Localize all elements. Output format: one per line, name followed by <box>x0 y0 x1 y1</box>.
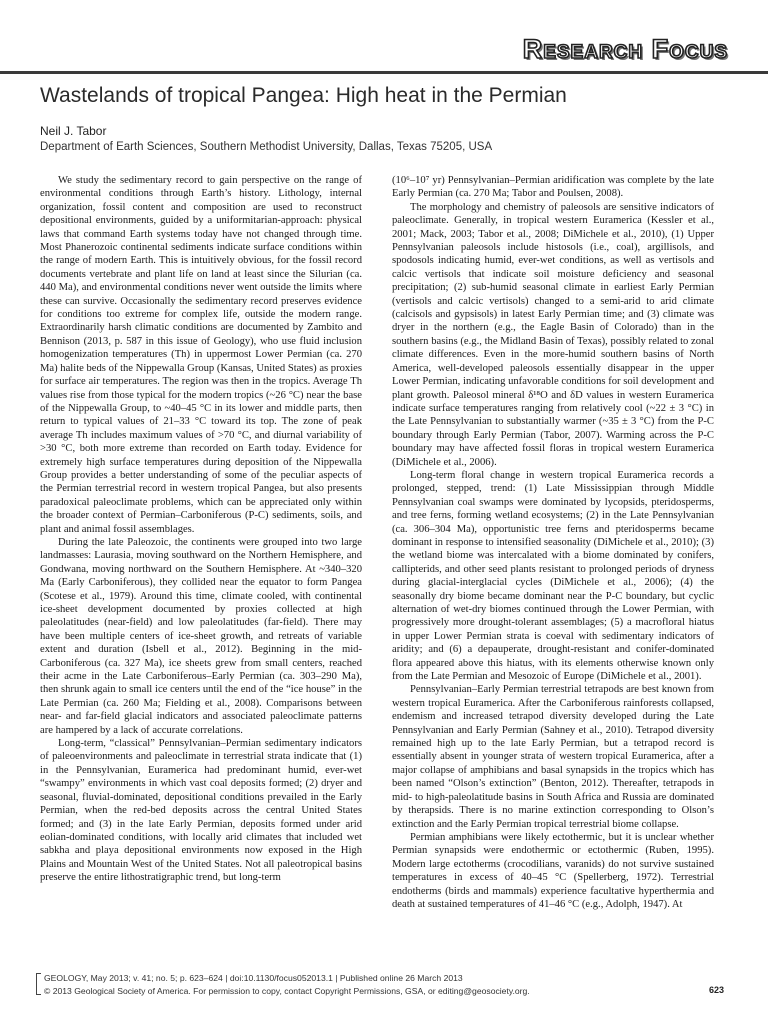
footer-bracket <box>36 973 41 995</box>
author-name: Neil J. Tabor <box>40 124 107 138</box>
footer-citation: GEOLOGY, May 2013; v. 41; no. 5; p. 623–624 | doi:10.1130/focus052013.1 | Published online 26 March 2013 <box>44 973 463 983</box>
header-rule <box>0 71 768 74</box>
section-banner: Research Focus <box>522 34 728 64</box>
paragraph: Long-term, “classical” Pennsylvanian–Permian sedimentary indicators of paleoenvironments and paleoclimate in terrestrial strata indicate that (1) in the Pennsylvanian, Euramerica had predominant humid, ever-wet “swampy” environments in which vast coal deposits formed; (2) dryer and seasonal, fluvial-dominated, depositional conditions prevailed in the Early Permian, when the red-bed deposits across the central United States formed; and (3) in the late Early Permian, deposits formed under arid eolian-dominated conditions, with locally arid climates that included wet sabkha and playa depositional environments now exposed in the High Plains and Mountain West of the United States. Not all paleotropical basins preserve the entire lithostratigraphic trend, but long-term <box>40 738 362 884</box>
author-affiliation: Department of Earth Sciences, Southern Methodist University, Dallas, Texas 75205, USA <box>40 141 493 153</box>
paragraph: Permian amphibians were likely ectothermic, but it is unclear whether Permian synapsids were endothermic or ectothermic (Ruben, 1995). Modern large ectotherms (crocodilians, varanids) do not survive sustained temperatures in excess of 40–45 °C (Spellerberg, 1972). Terrestrial endotherms (birds and mammals) experience facultative hyperthermia and death at sustained temperatures of 41–46 °C (e.g., Adolph, 1947). At <box>392 831 714 910</box>
paragraph: Pennsylvanian–Early Permian terrestrial tetrapods are best known from western tropical Euramerica. After the Carboniferous rainforests collapsed, endemism and increased tetrapod diversity developed during the Late Pennsylvanian and Early Permian (Sahney et al., 2010). Tetrapod diversity remained high up to the late Early Permian, but a tetrapod record is essentially absent in younger strata of western tropical Euramerica, after a major collapse of amphibians and basal synapsids in the tropics which has been named “Olson’s extinction” (Benton, 2012). Thereafter, tetrapods in mid- to high-paleolatitude basins in South Africa and Russia are dominated by therapsids. There is no marine extinction corresponding to Olson’s extinction and the Early Permian tropical terrestrial biome collapse. <box>392 684 714 830</box>
paragraph: Long-term floral change in western tropical Euramerica records a prolonged, stepped, trend: (1) Late Mississippian through Middle Pennsylvanian coal swamps were dominated by lycopsids, pteridosperms, and tree ferns, forming wetland ecosystems; (2) in the Late Pennsylvanian (ca. 306–304 Ma), opportunistic tree ferns and pteridosperms became dominant in response to intensified seasonality (DiMichele et al., 2010); (3) the wetland biome was intercalated with a biome dominated by conifers, callipterids, and other seed plants resistant to prolonged periods of dryness during glacial-interglacial cycles (DiMichele et al., 2006); (4) the seasonally dry biome became dominant near the P-C boundary, but cyclic alternation of wet-dry biomes continued through the Lower Permian, with progressively more drought-tolerant assemblages; (5) a macrofloral hiatus in upper Lower Permian strata is coeval with sedimentary indicators of aridity; and (6) a depauperate, drought-resistant and conifer-dominated flora appeared above this hiatus, with its elements otherwise known only from the Late Permian and Mesozoic of Europe (DiMichele et al., 2001). <box>392 469 714 683</box>
body-column-left <box>40 174 362 974</box>
footer-copyright: © 2013 Geological Society of America. For permission to copy, contact Copyright Permissions, GSA, or editing@geosociety.org. <box>44 986 530 996</box>
paragraph: The morphology and chemistry of paleosols are sensitive indicators of paleoclimate. Generally, in tropical western Euramerica (Kessler et al., 2001; Mack, 2003; Tabor et al., 2008; DiMichele et al., 2010), (1) Upper Pennsylvanian paleosols include histosols (i.e., coal), argillisols, and spodosols indicating humid, ever-wet conditions, as well as vertisols and calcic vertisols that indicate soil moisture deficiency and seasonal precipitation; (2) sub-humid seasonal climate in earliest Early Permian (vertisols and calcic vertisols) changed to a semi-arid to arid climate (calcisols and gypsisols) in latest Early Permian time; and (3) climate was dryer in the northern (e.g., the Eagle Basin of Colorado) than in the southern basins (e.g., the Midland Basin of Texas), possibly related to zonal climate differences. Even in the more-humid southern basins of North America, well-developed paleosols essentially disappear in the upper Lower Permian, indicating unfavorable conditions for soil development and plant growth. Paleosol mineral δ¹⁸O and δD values in western Euramerica indicate surface temperatures ranging from relatively cool (~22 ± 3 °C) in the Late Pennsylvanian to substantially warmer (~35 ± 3 °C) from the P-C boundary through Early Permian (Tabor, 2007). Warming across the P-C boundary may have affected fossil floras in tropical western Euramerica (DiMichele et al., 2006). <box>392 201 714 468</box>
paragraph: (10⁶–10⁷ yr) Pennsylvanian–Permian aridification was complete by the late Early Permian (ca. 270 Ma; Tabor and Poulsen, 2008). <box>392 175 714 200</box>
body-column-right <box>392 174 714 974</box>
article-title: Wastelands of tropical Pangea: High heat in the Permian <box>40 84 567 107</box>
paragraph: We study the sedimentary record to gain perspective on the range of environmental conditions through Earth’s history. Lithology, internal organization, fossil content and composition are used to reconstruct depositional environments, guided by a uniformitarian-approach: physical laws that command Earth systems today have not changed through time. Most Phanerozoic continental sediments indicate surface conditions within the range of modern Earth. This is intuitively obvious, for the fossil record documents vertebrate and plant life on land at least since the Silurian (ca. 440 Ma), and environmental conditions never went outside the limits where these can survive. Occasionally the sedimentary record preserves evidence for conditions too extreme for complex life, outside the modern range. Extraordinarily harsh climatic conditions are documented by Zambito and Bennison (2013, p. 587 in this issue of Geology), who use fluid inclusion homogenization temperatures (Th) in uppermost Lower Permian (ca. 270 Ma) halite beds of the Nippewalla Group (Kansas, United States) as proxies for surface air temperatures. The region was then in the tropics. Average Th values rise from those typical for the modern tropics (~26 °C) near the base of the Nippewalla Group, to ~40–45 °C in its lower and middle parts, then return to typical values of 21–33 °C toward its top. The zone of peak average Th includes maximum values of >70 °C, and diurnal variability of >30 °C, both more extreme than recorded on Earth today. Evidence for extremely high surface temperatures during deposition of the Nippewalla Group provides a better understanding of some of the peculiar aspects of the Permian terrestrial record in western tropical Pangea, but also presents paradoxical paleoclimate problems, which can be appreciated only within the broader context of Permian–Carboniferous (P-C) sediments, soils, and plant and animal fossil assemblages. <box>40 175 362 535</box>
page-number: 623 <box>708 985 724 995</box>
paragraph: During the late Paleozoic, the continents were grouped into two large landmasses: Laurasia, moving southward on the Northern Hemisphere, and Gondwana, moving northward on the Southern Hemisphere. At ~340–320 Ma (Early Carboniferous), they collided near the equator to form Pangea (Scotese et al., 1979). Around this time, climate cooled, with continental ice-sheet development documented by proxies collected at high paleolatitudes (near-field) and low paleolatitudes (far-field). There may have been multiple centers of ice-sheet growth, and retreats of variable extent and duration (Isbell et al., 2012). Beginning in the mid-Carboniferous (ca. 327 Ma), ice sheets grew from small centers, reached their acme in the Late Carboniferous–Early Permian (ca. 303–290 Ma), then shrunk again to small ice centers until the end of the “ice house” in the Late Permian (ca. 260 Ma; Fielding et al., 2008). Comparisons between near- and far-field glacial indicators and associated paleoclimate patterns are hampered by a lack of accurate correlations. <box>40 536 362 736</box>
